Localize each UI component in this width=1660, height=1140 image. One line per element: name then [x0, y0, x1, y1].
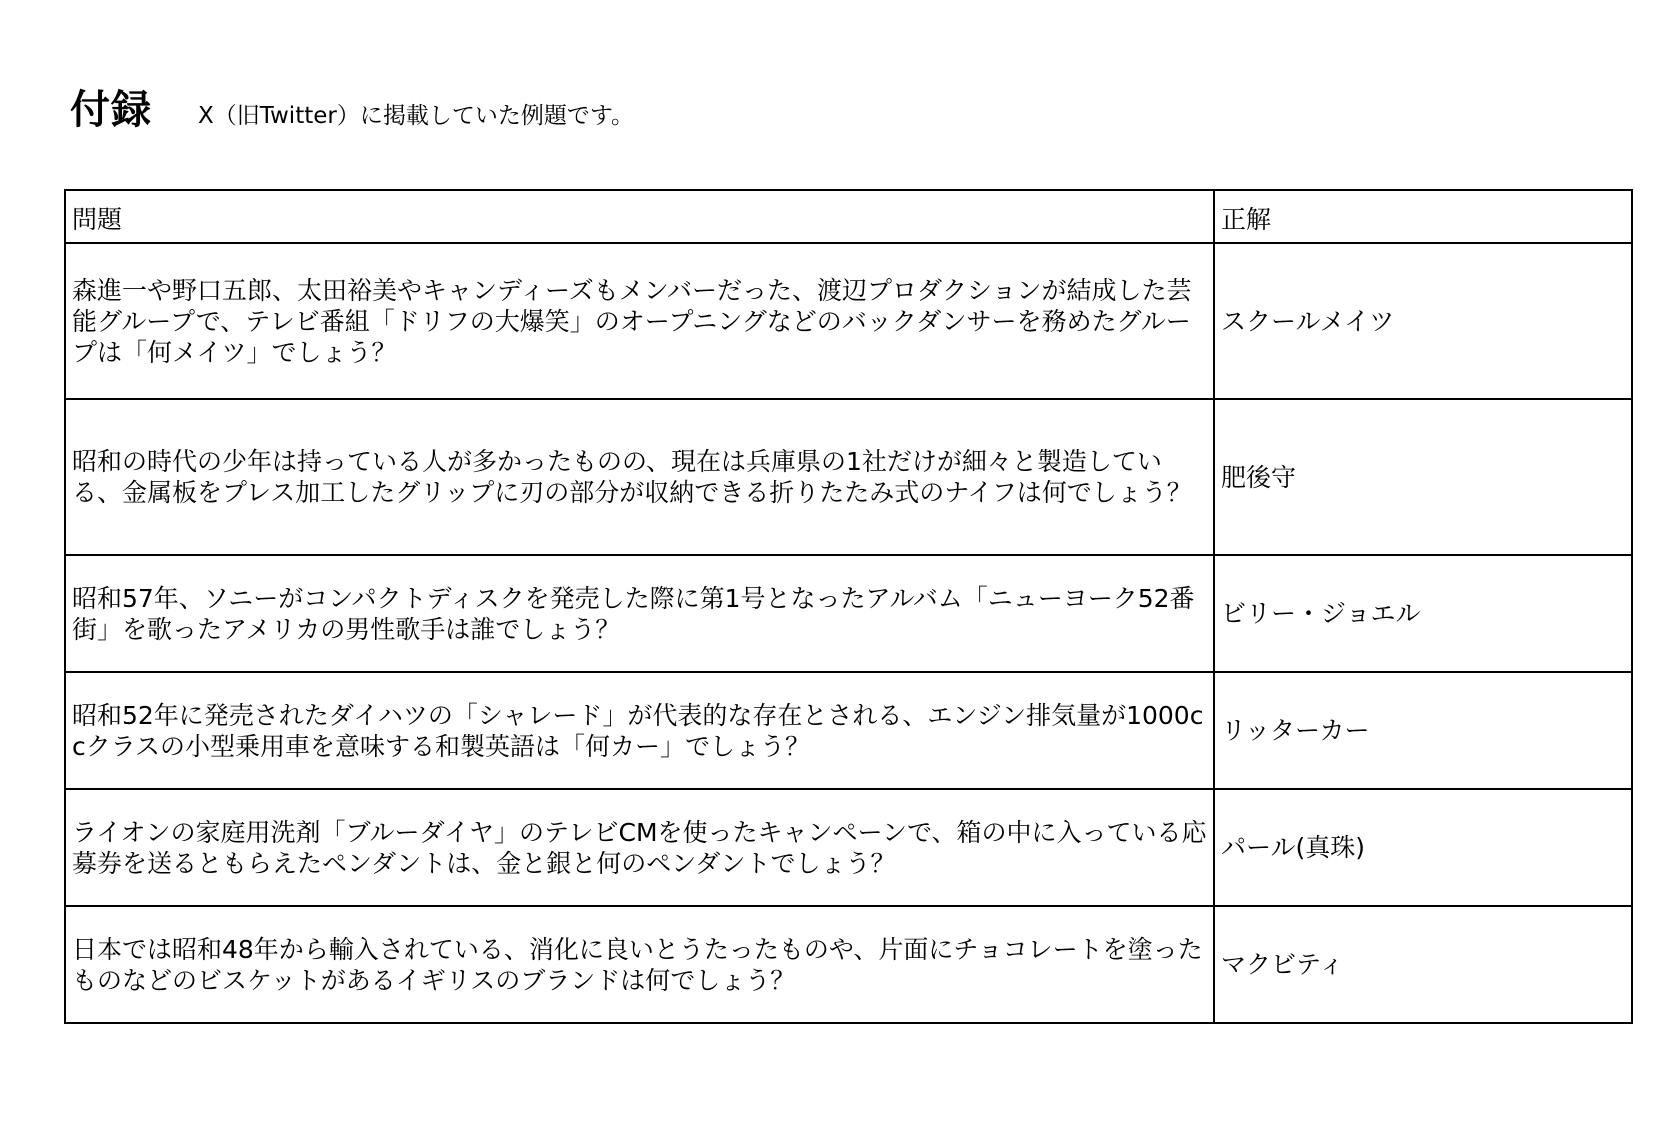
question-cell: ライオンの家庭用洗剤「ブルーダイヤ」のテレビCMを使ったキャンペーンで、箱の中に入っている応募券を送るともらえたペンダントは、金と銀と何のペンダントでしょう？: [65, 789, 1214, 906]
table-row: [65, 672, 1632, 789]
table-row: [65, 243, 1632, 399]
quiz-table: [64, 189, 1633, 1024]
answer-cell: マクビティ: [1214, 906, 1632, 1023]
table-row: [65, 789, 1632, 906]
heading-note: X（旧Twitter）に掲載していた例題です。: [198, 103, 635, 129]
answer-cell: パール(真珠): [1214, 789, 1632, 906]
heading-title: 付録: [70, 87, 152, 133]
question-cell: 昭和52年に発売されたダイハツの「シャレード」が代表的な存在とされる、エンジン排気量が1000ccクラスの小型乗用車を意味する和製英語は「何カー」でしょう？: [65, 672, 1214, 789]
page-heading: [70, 78, 634, 135]
header-answer: 正解: [1214, 190, 1632, 243]
answer-cell: 肥後守: [1214, 399, 1632, 555]
header-question: 問題: [65, 190, 1214, 243]
answer-cell: ビリー・ジョエル: [1214, 555, 1632, 672]
answer-cell: リッターカー: [1214, 672, 1632, 789]
table-row: [65, 906, 1632, 1023]
table-row: [65, 555, 1632, 672]
question-cell: 日本では昭和48年から輸入されている、消化に良いとうたったものや、片面にチョコレートを塗ったものなどのビスケットがあるイギリスのブランドは何でしょう？: [65, 906, 1214, 1023]
answer-cell: スクールメイツ: [1214, 243, 1632, 399]
table-row: [65, 399, 1632, 555]
table-header-row: [65, 190, 1632, 243]
question-cell: 森進一や野口五郎、太田裕美やキャンディーズもメンバーだった、渡辺プロダクションが結成した芸能グループで、テレビ番組「ドリフの大爆笑」のオープニングなどのバックダンサーを務めたグループは「何メイツ」でしょう？: [65, 243, 1214, 399]
question-cell: 昭和の時代の少年は持っている人が多かったものの、現在は兵庫県の1社だけが細々と製造している、金属板をプレス加工したグリップに刃の部分が収納できる折りたたみ式のナイフは何でしょう？: [65, 399, 1214, 555]
question-cell: 昭和57年、ソニーがコンパクトディスクを発売した際に第1号となったアルバム「ニューヨーク52番街」を歌ったアメリカの男性歌手は誰でしょう？: [65, 555, 1214, 672]
